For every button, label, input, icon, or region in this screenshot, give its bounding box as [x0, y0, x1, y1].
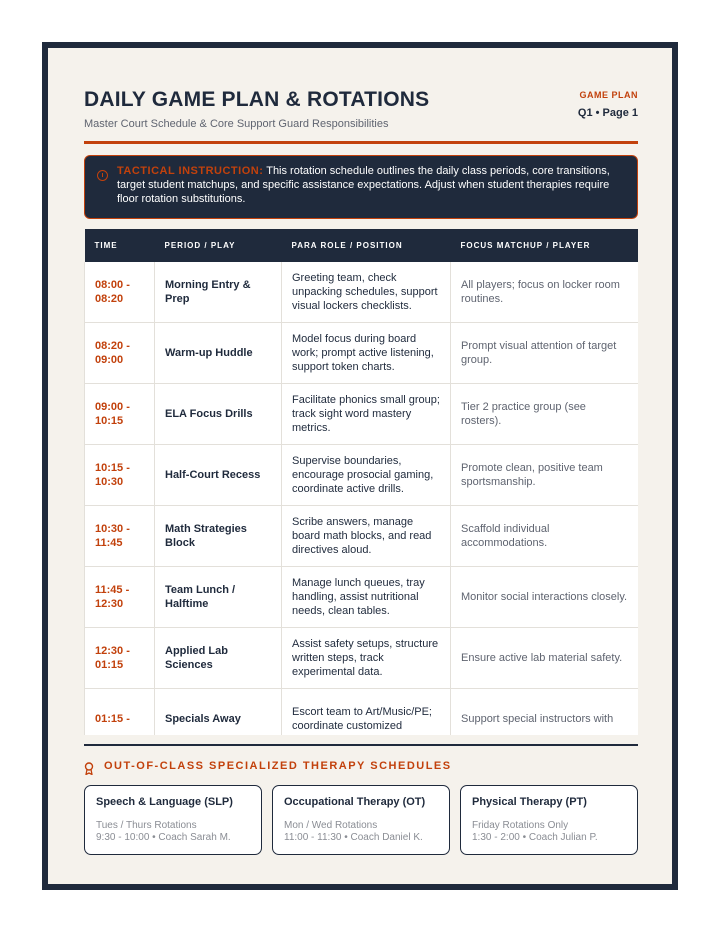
document-page — [42, 42, 678, 890]
focus-cell: Tier 2 practice group (see rosters). — [451, 384, 639, 445]
focus-cell: Prompt visual attention of target group. — [451, 323, 639, 384]
period-cell: Specials Away — [155, 689, 282, 736]
therapy-cards — [84, 785, 638, 855]
role-cell: Scribe answers, manage board math blocks, and read directives aloud. — [282, 506, 451, 567]
table-row — [85, 445, 639, 506]
schedule-table-container — [84, 229, 638, 735]
role-cell: Model focus during board work; prompt active listening, support token charts. — [282, 323, 451, 384]
table-row — [85, 262, 639, 323]
period-cell: Math Strategies Block — [155, 506, 282, 567]
info-icon — [97, 170, 108, 181]
role-cell: Escort team to Art/Music/PE; coordinate customized — [282, 689, 451, 736]
role-cell: Manage lunch queues, tray handling, assist nutritional needs, clean tables. — [282, 567, 451, 628]
column-header-time: TIME — [85, 229, 155, 262]
time-cell: 08:00 - 08:20 — [85, 262, 155, 323]
schedule-table — [84, 229, 638, 735]
callout-lead: TACTICAL INSTRUCTION: — [117, 165, 264, 177]
therapy-card-pt — [460, 785, 638, 855]
time-cell: 10:15 - 10:30 — [85, 445, 155, 506]
table-row — [85, 689, 639, 736]
role-cell: Facilitate phonics small group; track sight word mastery metrics. — [282, 384, 451, 445]
period-cell: ELA Focus Drills — [155, 384, 282, 445]
card-time-coach: 9:30 - 10:00 • Coach Sarah M. — [96, 832, 231, 843]
callout-body: This rotation schedule outlines the daily class periods, core transitions, target student matchups, and specific assistance expectations. Adjust when student therapies require floor rotation substitutions. — [117, 165, 610, 205]
time-cell: 09:00 - 10:15 — [85, 384, 155, 445]
time-cell: 10:30 - 11:45 — [85, 506, 155, 567]
therapy-card-slp — [84, 785, 262, 855]
role-cell: Assist safety setups, structure written steps, track experimental data. — [282, 628, 451, 689]
page-reference: Q1 • Page 1 — [577, 107, 638, 119]
card-time-coach: 1:30 - 2:00 • Coach Julian P. — [472, 832, 598, 843]
focus-cell: Monitor social interactions closely. — [451, 567, 639, 628]
period-cell: Applied Lab Sciences — [155, 628, 282, 689]
time-cell: 01:15 - — [85, 689, 155, 736]
period-cell: Team Lunch / Halftime — [155, 567, 282, 628]
card-days: Friday Rotations Only — [472, 820, 569, 831]
game-plan-tag: GAME PLAN — [579, 90, 638, 100]
time-cell: 11:45 - 12:30 — [85, 567, 155, 628]
role-cell: Greeting team, check unpacking schedules, support visual lockers checklists. — [282, 262, 451, 323]
table-row — [85, 323, 639, 384]
card-title: Physical Therapy (PT) — [472, 796, 587, 808]
tactical-instruction-callout — [84, 155, 638, 219]
card-title: Speech & Language (SLP) — [96, 796, 233, 808]
period-cell: Warm-up Huddle — [155, 323, 282, 384]
period-cell: Morning Entry & Prep — [155, 262, 282, 323]
focus-cell: Promote clean, positive team sportsmanship. — [451, 445, 639, 506]
card-days: Mon / Wed Rotations — [284, 820, 378, 831]
header-divider — [84, 141, 638, 144]
section-divider — [84, 744, 638, 746]
focus-cell: All players; focus on locker room routines. — [451, 262, 639, 323]
page-title: DAILY GAME PLAN & ROTATIONS — [84, 88, 430, 111]
card-days: Tues / Thurs Rotations — [96, 820, 197, 831]
table-row — [85, 506, 639, 567]
therapy-heading-text: OUT-OF-CLASS SPECIALIZED THERAPY SCHEDULES — [104, 760, 452, 772]
time-cell: 12:30 - 01:15 — [85, 628, 155, 689]
column-header-period: PERIOD / PLAY — [155, 229, 282, 262]
focus-cell: Ensure active lab material safety. — [451, 628, 639, 689]
role-cell: Supervise boundaries, encourage prosocial gaming, coordinate active drills. — [282, 445, 451, 506]
focus-cell: Support special instructors with — [451, 689, 639, 736]
column-header-focus: FOCUS MATCHUP / PLAYER — [451, 229, 639, 262]
table-row — [85, 384, 639, 445]
table-header-row — [85, 229, 639, 262]
table-row — [85, 567, 639, 628]
page-content — [84, 48, 638, 884]
table-row — [85, 628, 639, 689]
period-cell: Half-Court Recess — [155, 445, 282, 506]
therapy-card-ot — [272, 785, 450, 855]
card-title: Occupational Therapy (OT) — [284, 796, 426, 808]
therapy-section-heading — [84, 760, 452, 772]
focus-cell: Scaffold individual accommodations. — [451, 506, 639, 567]
time-cell: 08:20 - 09:00 — [85, 323, 155, 384]
card-time-coach: 11:00 - 11:30 • Coach Daniel K. — [284, 832, 423, 843]
page-subtitle: Master Court Schedule & Core Support Guard Responsibilities — [84, 118, 389, 130]
column-header-role: PARA ROLE / POSITION — [282, 229, 451, 262]
